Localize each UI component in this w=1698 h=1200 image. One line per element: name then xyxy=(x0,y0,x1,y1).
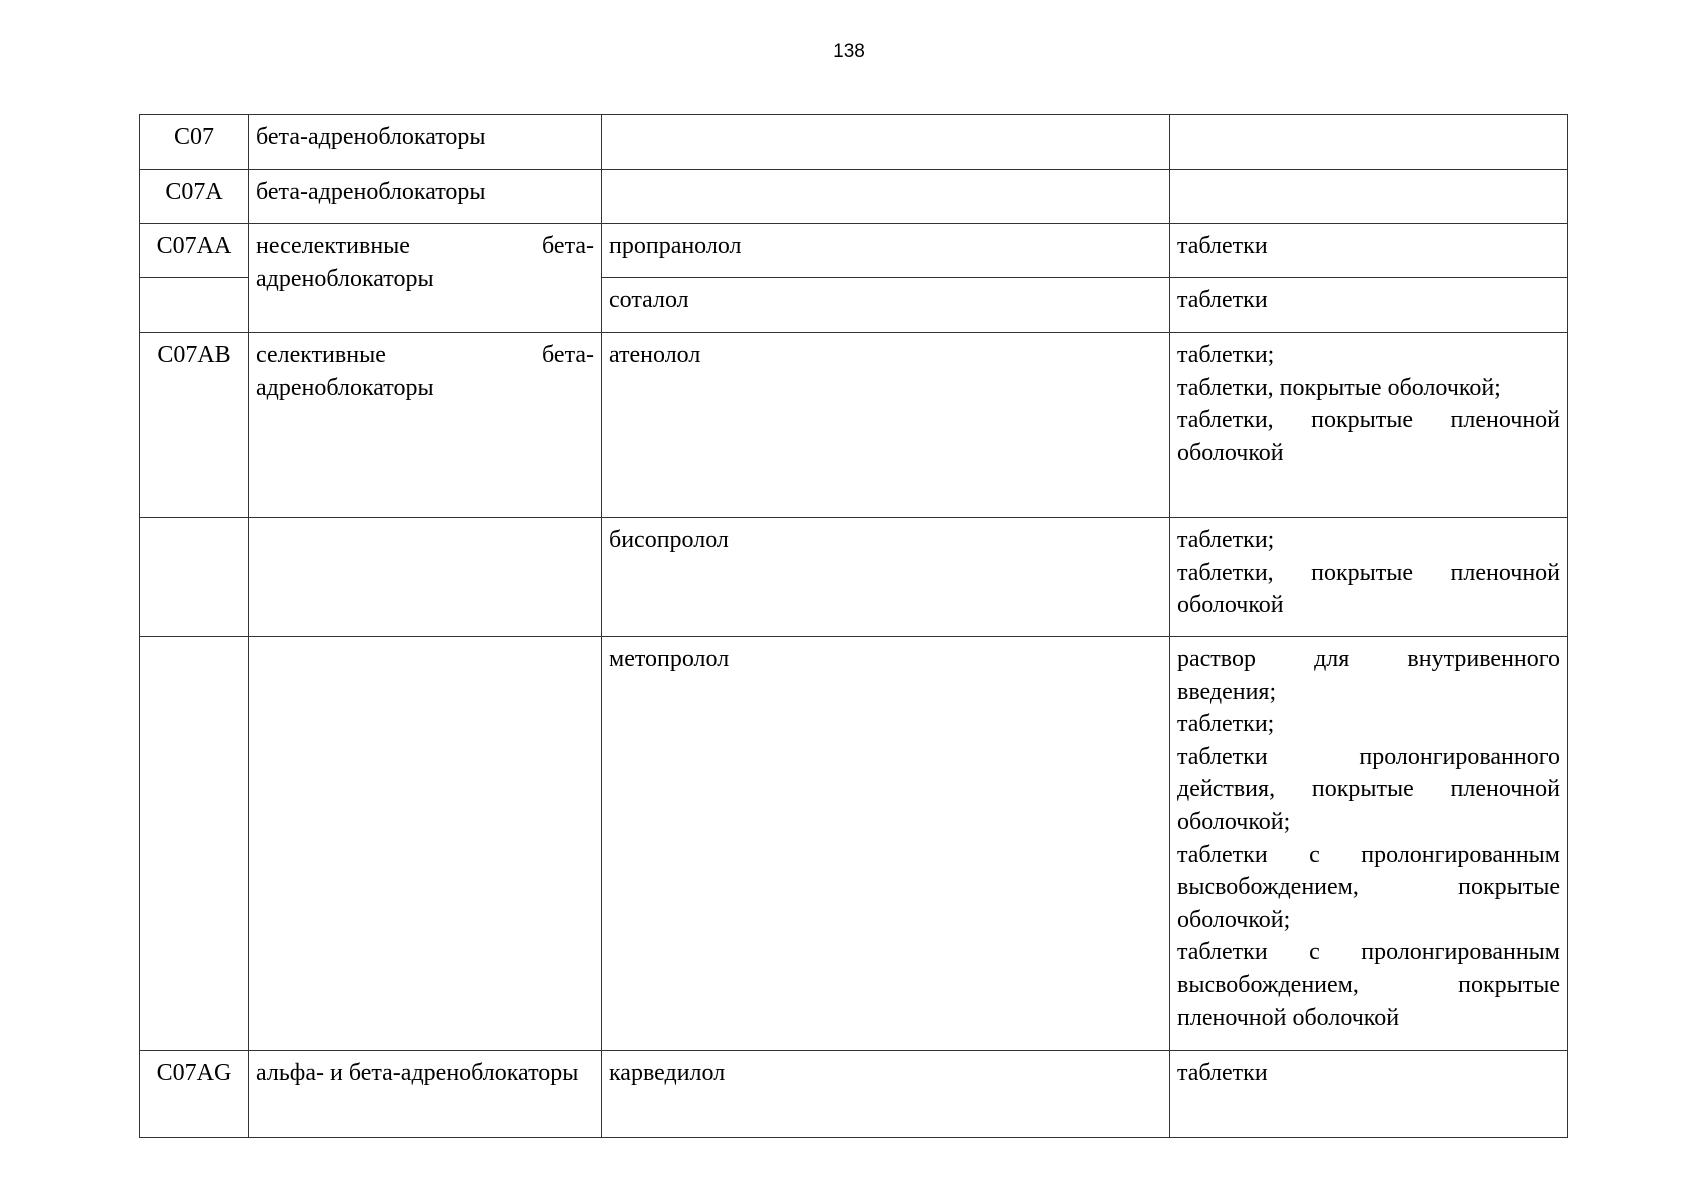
drug-name: метопролол xyxy=(602,637,1170,1051)
atc-code xyxy=(140,518,249,637)
group-name: неселективные бета-адреноблокаторы xyxy=(249,224,602,333)
dosage-forms: таблетки xyxy=(1170,224,1568,278)
atc-code xyxy=(140,637,249,1051)
atc-code: C07AA xyxy=(140,224,249,278)
dosage-forms: таблетки xyxy=(1170,278,1568,333)
drug-name: пропранолол xyxy=(602,224,1170,278)
group-name xyxy=(249,518,602,637)
drug-name: бисопролол xyxy=(602,518,1170,637)
dosage-form: таблетки; xyxy=(1177,711,1275,738)
drug-name: соталол xyxy=(602,278,1170,333)
dosage-form: таблетки; xyxy=(1177,342,1275,368)
dosage-form: раствор для внутривенного введения; xyxy=(1177,646,1560,705)
table-row xyxy=(140,170,1568,224)
table-row xyxy=(140,1051,1568,1138)
dosage-forms xyxy=(1170,518,1568,637)
atc-code: C07AG xyxy=(140,1051,249,1138)
dosage-form: таблетки с пролонгированным высвобождением, покрытые пленочной оболочкой xyxy=(1177,939,1560,1031)
drug-name xyxy=(602,170,1170,224)
atc-code: C07AB xyxy=(140,333,249,518)
dosage-forms xyxy=(1170,115,1568,170)
dosage-forms: таблетки xyxy=(1170,1051,1568,1138)
group-name: селективные бета-адреноблокаторы xyxy=(249,333,602,518)
dosage-form: таблетки; xyxy=(1177,527,1275,553)
table-row xyxy=(140,224,1568,278)
table-row xyxy=(140,518,1568,637)
atc-code: C07A xyxy=(140,170,249,224)
group-name: альфа- и бета-адреноблокаторы xyxy=(249,1051,602,1138)
group-name: бета-адреноблокаторы xyxy=(249,115,602,170)
group-name: бета-адреноблокаторы xyxy=(249,170,602,224)
table-row xyxy=(140,333,1568,518)
drug-name: атенолол xyxy=(602,333,1170,518)
drug-name xyxy=(602,115,1170,170)
atc-code xyxy=(140,278,249,333)
dosage-form: таблетки, покрытые пленочной оболочкой xyxy=(1177,407,1560,466)
group-name xyxy=(249,637,602,1051)
dosage-forms xyxy=(1170,637,1568,1051)
dosage-forms xyxy=(1170,170,1568,224)
dosage-forms xyxy=(1170,333,1568,518)
dosage-form: таблетки с пролонгированным высвобождением, покрытые оболочкой; xyxy=(1177,841,1560,933)
atc-code: C07 xyxy=(140,115,249,170)
table-row xyxy=(140,115,1568,170)
dosage-form: таблетки пролонгированного действия, покрытые пленочной оболочкой; xyxy=(1177,743,1560,835)
dosage-form: таблетки, покрытые оболочкой; xyxy=(1177,374,1501,401)
table-row xyxy=(140,637,1568,1051)
page-number: 138 xyxy=(833,41,865,62)
dosage-form: таблетки, покрытые пленочной оболочкой xyxy=(1177,559,1560,619)
drug-table xyxy=(139,114,1568,1138)
drug-name: карведилол xyxy=(602,1051,1170,1138)
